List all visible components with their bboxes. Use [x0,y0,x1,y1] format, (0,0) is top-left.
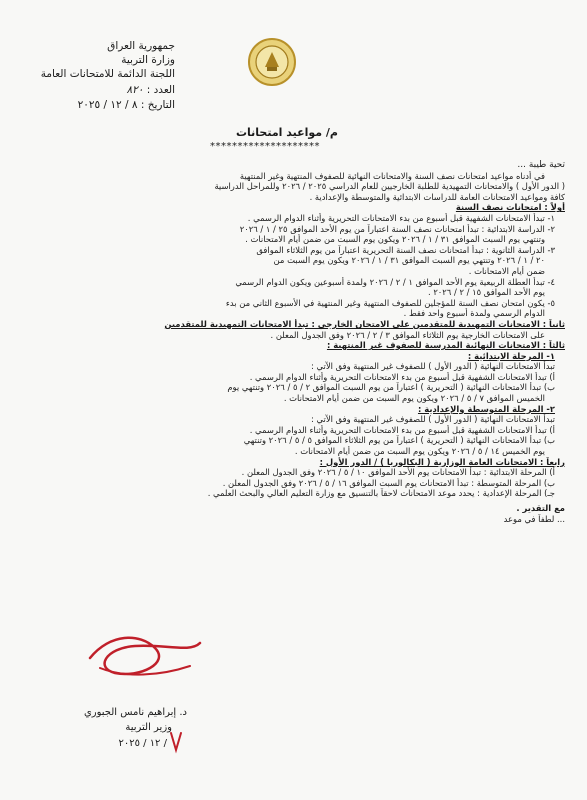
signatory-title: وزير التربية [125,722,172,733]
header-republic: جمهورية العراق [107,40,175,52]
date-value: ٨ / ١٢ / ٢٠٢٥ [77,99,138,111]
primary-item-1: تبدأ الامتحانات النهائية ( الدور الأول ) للصفوف غير المنتهية وفق الآتي : [311,361,555,372]
header-committee: اللجنة الدائمة للامتحانات العامة [40,68,175,80]
header-number [126,84,175,97]
first-item-2: ٢- الدراسة الابتدائية : تبدأ امتحانات نصف السنة اعتباراً من يوم الأحد الموافق ٢٥ / ١ / ٢٠٢٦ [239,223,555,234]
primary-item-3-cont: الخميس الموافق ٧ / ٥ / ٢٠٢٦ ويكون يوم السبت من ضمن أيام الامتحانات . [283,393,545,404]
header-ministry: وزارة التربية [121,54,175,66]
header-date [78,99,175,112]
fourth-item-c: جـ) المرحلة الإعدادية : يحدد موعد الامتحانات لاحقاً بالتنسيق مع وزارة التعليم العالي والبحث العلمي . [207,488,555,499]
secondary-item-1: تبدأ الامتحانات النهائية ( الدور الأول ) للصفوف غير المنتهية وفق الآتي : [311,414,555,425]
handwritten-eight-mark [168,730,184,754]
secondary-item-3-cont: يوم الخميس ١٤ / ٥ / ٢٠٢٦ ويكون يوم السبت من ضمن أيام الامتحانات . [294,446,545,457]
fourth-item-a: أ) المرحلة الابتدائية : تبدأ الامتحانات يوم الأحد الموافق ١٠ / ٥ / ٢٠٢٦ وفق الجدول المعلن . [241,467,555,478]
fourth-heading: رابعاً : الامتحانات العامة الوزارية ( البكالوريا ) / الدور الأول : [319,456,565,467]
secondary-item-2: أ) تبدأ الامتحانات الشفهية قبل أسبوع من بدء الامتحانات التحريرية وأثناء الدوام الرسمي . [249,424,555,435]
closing: مع التقدير . [516,503,565,513]
second-heading: ثانياً : الامتحانات التمهيدية للمتقدمين على الامتحان الخارجي : تبدأ الامتحانات التمهيدية للمتقدمين [164,318,565,329]
closing-line-2: ... لطفاً في موعد [503,513,565,524]
first-item-3: ٣- الدراسة الثانوية : تبدأ امتحانات نصف السنة التحريرية اعتباراً من يوم الثلاثاء الموافق [256,244,555,255]
ministry-seal-logo [247,37,297,87]
intro-line-2: ( الدور الأول ) والامتحانات التمهيدية للطلبة الخارجيين للعام الدراسي ٢٠٢٥ / ٢٠٢٦ وللمراحل الدراسية [214,181,565,192]
first-item-5: ٥- يكون امتحان نصف السنة للمؤجلين للصفوف المنتهية وغير المنتهية في الأسبوع الثاني من بدء [225,297,555,308]
intro-line-3: كافة ومواعيد الامتحانات العامة للدراسات الابتدائية والمتوسطة والإعدادية . [309,191,565,202]
signature-date: / ١٢ / ٢٠٢٥ [118,738,167,749]
second-text: على الامتحانات الخارجية يوم الثلاثاء الموافق ٣ / ٢ / ٢٠٢٦ وفق الجدول المعلن . [270,329,545,340]
first-item-3-cont: ٢٠ / ١ / ٢٠٢٦ وتنتهي يوم السبت الموافق ٣١ / ١ / ٢٠٢٦ ويكون يوم السبت من [273,255,545,266]
number-value: ٨٢٠ [126,84,144,96]
number-label: العدد : [146,84,175,96]
primary-item-2: أ) تبدأ الامتحانات الشفهية قبل أسبوع من بدء الامتحانات التحريرية وأثناء الدوام الرسمي . [249,371,555,382]
fourth-item-b: ب) المرحلة المتوسطة : تبدأ الامتحانات يوم السبت الموافق ١٦ / ٥ / ٢٠٢٦ وفق الجدول المعلن . [222,477,555,488]
greeting: تحية طيبة ... [517,160,565,170]
first-item-3-cont2: ضمن أيام الامتحانات . [468,265,545,276]
third-heading: ثالثاً : الامتحانات النهائية المدرسية للصفوف غير المنتهية : [326,340,565,351]
secondary-heading: ٢- المرحلة المتوسطة والإعدادية : [417,403,555,414]
subject-line: م/ مواعيد امتحانات [235,126,338,139]
secondary-item-3: ب) تبدأ الامتحانات النهائية ( التحريرية ) اعتباراً من يوم الثلاثاء الموافق ٥ / ٥ / ٢٠٢٦ وتنتهي [243,435,555,446]
first-item-4-cont: يوم الأحد الموافق ١٥ / ٢ / ٢٠٢٦ . [427,287,545,298]
stars-divider: ******************** [210,141,320,152]
first-item-4: ٤- تبدأ العطلة الربيعية يوم الأحد الموافق ١ / ٢ / ٢٠٢٦ ولمدة أسبوعين ويكون الدوام الرسمي [235,276,555,287]
intro-line-1: في أدناه مواعيد امتحانات نصف السنة والامتحانات النهائية للصفوف المنتهية وغير المنتهية [239,170,545,181]
first-item-2-cont: وتنتهي يوم السبت الموافق ٣١ / ١ / ٢٠٢٦ ويكون يوم السبت من ضمن أيام الامتحانات . [245,234,545,245]
primary-item-3: ب) تبدأ الامتحانات النهائية ( التحريرية ) اعتباراً من يوم السبت الموافق ٢ / ٥ / ٢٠٢٦ وتنتهي يوم [227,382,555,393]
first-item-1: ١- تبدأ الامتحانات الشفهية قبل أسبوع من بدء الامتحانات التحريرية وأثناء الدوام الرسمي . [247,212,555,223]
primary-heading: ١- المرحلة الابتدائية : [467,350,555,361]
date-label: التاريخ : [140,99,175,111]
letter-body [20,160,565,524]
first-heading: أولاً : امتحانات نصف السنة [455,202,565,213]
signatory-name: د. إبراهيم نامس الجبوري [83,707,187,718]
red-pen-signature-mark [80,628,210,683]
first-item-5-cont: الدوام الرسمي ولمدة أسبوع واحد فقط . [403,308,545,319]
